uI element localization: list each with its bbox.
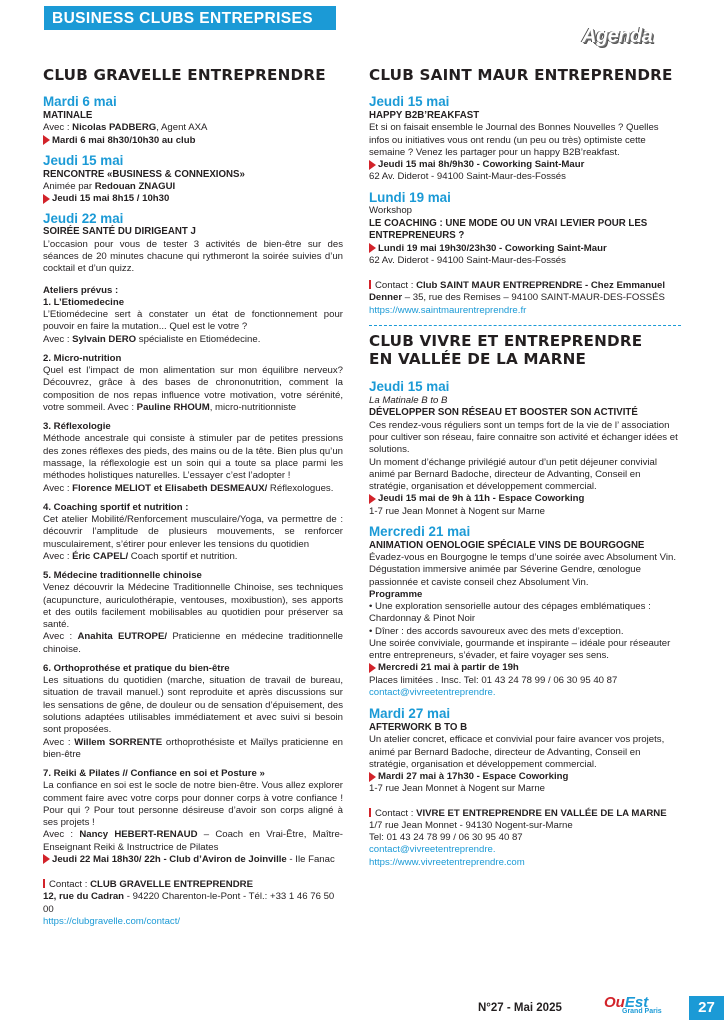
host-suffix: Praticienne en médecine traditionnelle chinoise. <box>43 631 343 655</box>
club-title-line: EN VALLÉE DE LA MARNE <box>369 350 587 369</box>
event-when <box>43 193 343 205</box>
contact-address-rest: - 94220 Charenton-le-Pont - Tél.: +33 1 46 76 50 00 <box>43 891 335 915</box>
club-title-saint-maur: CLUB SAINT MAUR ENTREPRENDRE <box>369 66 673 84</box>
event-title: SOIRÉE SANTÉ DU DIRIGEANT J <box>43 226 196 238</box>
arrow-right-icon <box>43 854 50 864</box>
atelier-title: 3. Réflexologie <box>43 421 111 433</box>
contact-prefix: Contact : <box>375 807 417 819</box>
arrow-right-icon <box>369 243 376 253</box>
atelier-host <box>43 334 343 346</box>
host-name: Éric CAPEL/ <box>72 550 129 562</box>
atelier-text <box>43 365 343 414</box>
atelier-title: 6. Orthoprothése et pratique du bien-être <box>43 662 230 674</box>
right-column <box>369 66 681 869</box>
event-title: MATINALE <box>43 109 93 121</box>
event-date: Jeudi 22 mai <box>43 210 124 226</box>
host-suffix: , micro-nutritionniste <box>209 401 297 413</box>
event-title: AFTERWORK B TO B <box>369 721 468 733</box>
atelier-text: Méthode ancestrale qui consiste à stimuler par de petites pressions des zones réflexes des pieds, des mains ou de la tête. Bien plus qu’un massage, la réflexologie est un soin qui a toute sa place parmi les méthodes holistiques naturelles. L’essayer c’est l’adopter ! <box>43 433 343 482</box>
contact-name: CLUB GRAVELLE ENTREPRENDRE <box>90 879 253 891</box>
arrow-right-icon <box>43 194 50 204</box>
host-prefix: Avec : <box>107 401 137 413</box>
event-address: 62 Av. Diderot - 94100 Saint-Maur-des-Fossés <box>369 171 566 183</box>
atelier-host <box>43 631 343 656</box>
host-name: Sylvain DERO <box>72 333 137 345</box>
event-address: 1-7 rue Jean Monnet à Nogent sur Marne <box>369 783 545 795</box>
host-prefix: Avec : <box>43 482 73 494</box>
atelier-text: L’Etiomédecine sert à constater un état de fonctionnement pour pouvoir en faire la mutation... Quel est le votre ? <box>43 309 343 333</box>
club-title-line: CLUB VIVRE ET ENTREPRENDRE <box>369 331 643 350</box>
program-heading: Programme <box>369 588 423 600</box>
event-when-text: Mardi 6 mai 8h30/10h30 au club <box>52 134 196 146</box>
arrow-right-icon <box>369 494 376 504</box>
arrow-right-icon <box>369 772 376 782</box>
event-date: Mercredi 21 mai <box>369 523 471 539</box>
atelier-host <box>43 737 343 762</box>
host-prefix: Avec : <box>43 122 73 134</box>
host-prefix: Avec : <box>43 333 73 345</box>
event-intro: L’occasion pour vous de tester 3 activités de bien-être sur des séances de 20 minutes chacune qui rythmeront la soirée suivies d’un cocktail et d’un quizz. <box>43 238 343 275</box>
contact-block <box>43 879 343 891</box>
magazine-logo <box>604 993 686 1017</box>
event-title: HAPPY B2B’REAKFAST <box>369 109 480 121</box>
host-suffix: , Agent AXA <box>156 122 208 134</box>
host-suffix: spécialiste en Etiomédecine. <box>136 333 261 345</box>
event-date: Jeudi 15 mai <box>43 152 124 168</box>
contact-link[interactable]: https://clubgravelle.com/contact/ <box>43 916 181 927</box>
host-suffix: Coach sportif et nutrition. <box>128 550 238 562</box>
logo-ou: Ou <box>604 994 625 1011</box>
contact-block <box>369 280 681 305</box>
contact-address: 1/7 rue Jean Monnet - 94130 Nogent-sur-Marne <box>369 819 573 831</box>
host-prefix: Avec : <box>43 829 80 841</box>
event-type: Workshop <box>369 205 413 217</box>
agenda-logo <box>582 24 652 50</box>
contact-link[interactable]: https://www.vivreetentreprendre.com <box>369 856 525 868</box>
section-divider <box>369 325 681 326</box>
section-banner: BUSINESS CLUBS ENTREPRISES <box>44 6 336 30</box>
event-text: Un atelier concret, efficace et convivial pour faire avancer vos projets, animé par Bernard Badoche, directeur de Advanting, Conseil en stratégie, organisation et développement commercial. <box>369 734 665 770</box>
event-date: Mardi 6 mai <box>43 94 117 110</box>
event-address: 1-7 rue Jean Monnet à Nogent sur Marne <box>369 505 545 517</box>
logo-subtitle: Grand Paris <box>622 1008 662 1015</box>
event-host <box>43 122 343 134</box>
agenda-logo-text: Agenda <box>582 25 653 47</box>
club-title-vivre <box>369 332 681 368</box>
event-when-text: Lundi 19 mai 19h30/23h30 - Coworking Saint-Maur <box>378 242 607 254</box>
atelier-title: 7. Reiki & Pilates // Confiance en soi et Posture » <box>43 768 265 780</box>
event-type: La Matinale B to B <box>369 395 448 407</box>
contact-mark-icon <box>369 808 371 817</box>
contact-prefix: Contact : <box>375 280 417 292</box>
event-when <box>369 159 681 171</box>
host-suffix: orthoprothésiste et Maïlys praticienne en bien-être <box>43 736 343 760</box>
arrow-right-icon <box>369 663 376 673</box>
event-address: 62 Av. Diderot - 94100 Saint-Maur-des-Fossés <box>369 254 566 266</box>
event-email-link[interactable]: contact@vivreetentreprendre. <box>369 686 496 698</box>
event-text: Un moment d’échange privilégié autour d’un petit déjeuner convivial animé par Bernard Badoche, directeur de Advanting, Conseil en stratégie, organisation et développement commercial. <box>369 456 657 493</box>
host-prefix: Avec : <box>43 631 78 643</box>
arrow-right-icon <box>43 135 50 145</box>
event-title: RENCONTRE «BUSINESS & CONNEXIONS» <box>43 168 245 180</box>
host-name: Redouan ZNAGUI <box>94 181 176 193</box>
host-name: Florence MELIOT et Elisabeth DESMEAUX/ <box>72 482 268 494</box>
host-name: Pauline RHOUM <box>136 401 210 413</box>
contact-mark-icon <box>369 280 371 289</box>
contact-link[interactable]: https://www.saintmaurentreprendre.fr <box>369 304 527 316</box>
event-title: ANIMATION OENOLOGIE SPÉCIALE VINS DE BOURGOGNE <box>369 539 645 551</box>
host-name: Willem SORRENTE <box>74 736 163 748</box>
event-date: Jeudi 15 mai <box>369 94 450 110</box>
atelier-title: 4. Coaching sportif et nutrition : <box>43 501 189 513</box>
event-when <box>369 771 681 783</box>
atelier-text: La confiance en soi est le socle de notre bien-être. Vous allez explorer comment faire avec votre corps pour donner corps à votre confiance ! Pour qui ? Pour tout personne désireuse d’avoir son corps aligné à ses projets ! <box>43 780 343 829</box>
event-title: LE COACHING : UNE MODE OU UN VRAI LEVIER POUR LES ENTREPRENEURS ? <box>369 217 648 242</box>
event-text: Ces rendez-vous réguliers sont un temps fort de la vie de l’ association pour cultiver son réseau, faire connaitre son activité et échanger idées et solutions. <box>369 419 678 456</box>
host-prefix: Avec : <box>43 736 75 748</box>
contact-email-link[interactable]: contact@vivreetentreprendre. <box>369 844 496 856</box>
contact-name: Club SAINT MAUR ENTREPRENDRE - Chez Emmanuel Denner <box>369 280 665 304</box>
event-when-suffix: - Ile Fanac <box>286 853 335 865</box>
issue-number: N°27 - Mai 2025 <box>478 1002 562 1014</box>
host-suffix: Réflexologues. <box>267 482 334 494</box>
logo-est: Est <box>624 994 649 1011</box>
host-prefix: Avec : <box>43 550 73 562</box>
contact-prefix: Contact : <box>49 879 91 891</box>
contact-name: VIVRE ET ENTREPRENDRE EN VALLÉE DE LA MARNE <box>416 807 667 819</box>
atelier-host <box>43 483 343 495</box>
page-number: 27 <box>689 996 724 1020</box>
event-date: Lundi 19 mai <box>369 189 451 205</box>
event-when-text: Mardi 27 mai à 17h30 - Espace Coworking <box>378 771 569 783</box>
program-item: • Dîner : des accords savoureux avec des mets d’exception. <box>369 625 624 637</box>
club-title-gravelle: CLUB GRAVELLE ENTREPRENDRE <box>43 66 326 84</box>
host-name: Nancy HEBERT-RENAUD <box>79 829 198 841</box>
event-when-text: Jeudi 15 mai 8h/9h30 - Coworking Saint-Maur <box>378 159 585 171</box>
contact-address <box>43 891 343 916</box>
event-host <box>43 181 343 193</box>
ateliers-heading: Ateliers prévus : <box>43 284 119 296</box>
contact-mark-icon <box>43 879 45 888</box>
program-item: Une soirée conviviale, gourmande et inspirante – idéale pour réseauter entre entrepreneurs, s’évader, et faire voyager ses sens. <box>369 637 671 662</box>
atelier-title: 5. Médecine traditionnelle chinoise <box>43 570 202 582</box>
contact-address-bold: 12, rue du Cadran <box>43 891 125 903</box>
atelier-host <box>43 829 343 854</box>
event-when <box>369 493 681 505</box>
event-text: Et si on faisait ensemble le Journal des Bonnes Nouvelles ? Quelles infos ou initiatives vous ont rendu (un peu ou très) optimiste cette semaine ? Venez les partager pour un happy B2B’reakfast. <box>369 122 659 158</box>
event-when-text: Jeudi 15 mai de 9h à 11h - Espace Coworking <box>378 493 585 505</box>
contact-rest: – 35, rue des Remises – 94100 SAINT-MAUR-DES-FOSSÉS <box>402 292 665 304</box>
event-when-text: Jeudi 15 mai 8h15 / 10h30 <box>52 193 170 205</box>
contact-phone: Tel: 01 43 24 78 99 / 06 30 95 40 87 <box>369 832 523 844</box>
event-date: Mardi 27 mai <box>369 706 451 722</box>
event-when <box>369 243 681 255</box>
event-text: Évadez-vous en Bourgogne le temps d’une soirée avec Absolument Vin. Dégustation immersive animée par Séverine Gendre, œnologue passionnée et caviste conseil chez Absolument Vin. <box>369 551 677 588</box>
event-when-text: Jeudi 22 Mai 18h30/ 22h - Club d’Aviron de Joinville <box>52 853 287 865</box>
event-places: Places limitées . Insc. Tel: 01 43 24 78 99 / 06 30 95 40 87 <box>369 674 618 686</box>
atelier-host <box>43 551 343 563</box>
program-item: • Une exploration sensorielle autour des cépages emblématiques : Chardonnay & Pinot Noir <box>369 601 651 625</box>
atelier-text: Les situations du quotidien (marche, situation de travail de bureau, situation de travail manuel.) sont reproduite et après discussions sur les sensations de gêne, de douleur ou de sensation d’épuisement, des solutions adaptées utilisables immédiatement et avec suivi si besoin sont proposées. <box>43 675 343 736</box>
atelier-title: 1. L’Etiomedecine <box>43 296 125 308</box>
host-name: Nicolas PADBERG <box>72 122 157 134</box>
event-title: DÉVELOPPER SON RÉSEAU ET BOOSTER SON ACTIVITÉ <box>369 407 638 419</box>
host-suffix: – Coach en Vrai-Être, Maître-Enseignant Reiki & Instructrice de Pilates <box>43 829 343 853</box>
host-name: Anahita EUTROPE/ <box>77 631 168 643</box>
atelier-text-body: Quel est l’impact de mon alimentation sur mon équilibre nerveux? Découvrez, grâce à des bases de chrononutrition, comment la composition de nos repas influence votre motivation, votre sérénité, votre sommeil. <box>43 365 343 413</box>
event-date: Jeudi 15 mai <box>369 379 450 395</box>
atelier-text: Venez découvrir la Médecine Traditionnelle Chinoise, ses techniques (acupuncture, auriculothérapie, ventouses, moxibustion), ses apports et des outils facilement mobilisables au quotidien pour préserver sa santé. <box>43 582 343 631</box>
event-when <box>43 135 343 147</box>
event-when <box>43 854 343 866</box>
event-when <box>369 662 681 674</box>
atelier-title: 2. Micro-nutrition <box>43 352 122 364</box>
left-column <box>43 66 343 928</box>
atelier-text: Cet atelier Mobilité/Renforcement musculaire/Yoga, va permettre de : découvrir l’amplitude de plusieurs mouvements, se renforcer musculairement, s’étirer pour enlever les tensions du quotidien <box>43 514 343 550</box>
event-when-text: Mercredi 21 mai à partir de 19h <box>378 662 519 674</box>
contact-block <box>369 808 681 820</box>
host-prefix: Animée par <box>43 181 95 193</box>
arrow-right-icon <box>369 160 376 170</box>
